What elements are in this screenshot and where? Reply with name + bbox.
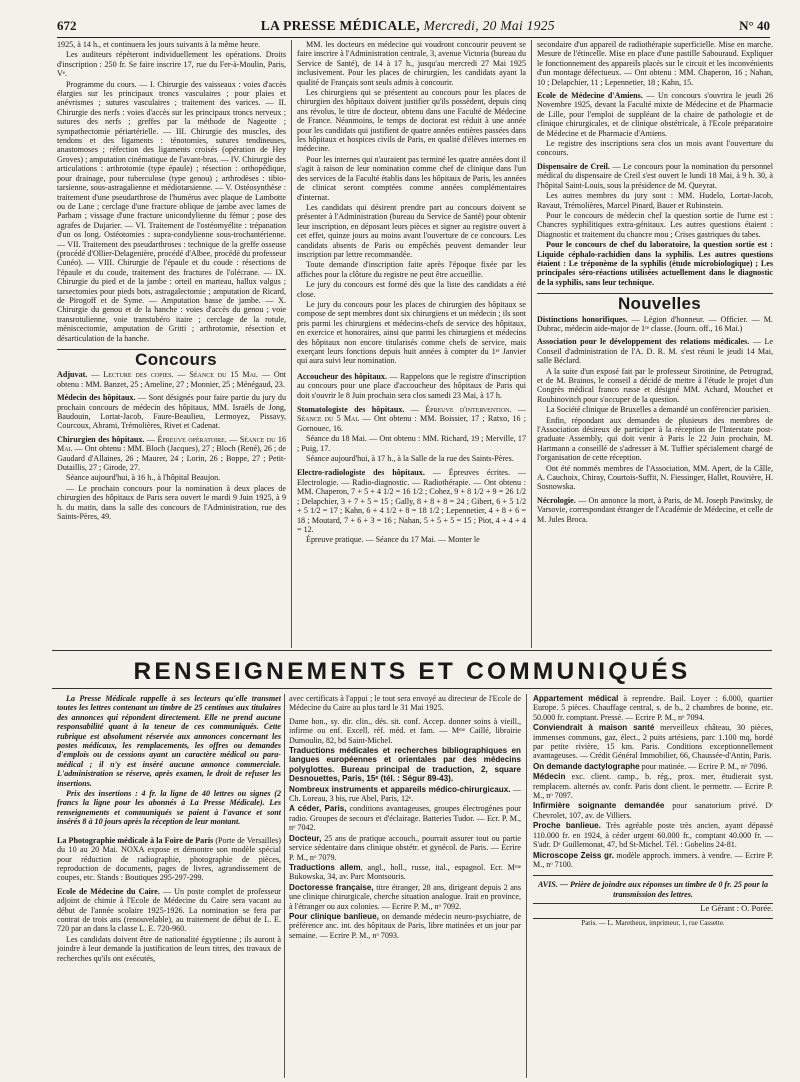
paragraph: — Le prochain concours pour la nomination à deux places de chirurgien des hôpitaux de Paris sera ouvert le mardi 9 Juin 1925, à 9 h. du matin, dans la salle des concours de l'Administration, rue des Saints-Pères, 49. <box>57 483 286 522</box>
item-heading: Ecole de Médecine d'Amiens. <box>537 91 643 101</box>
paragraph: Toute demande d'inscription faite après l'époque fixée par les affiches pour la clôture du registre ne peut être accueillie. <box>297 260 526 279</box>
ad-clinique <box>289 912 521 940</box>
item-body: — Légion d'honneur. — Officier. — M. Dubrac, médecin aide-major de 1ʳᵉ classe. (Journ. off., 16 Mai.) <box>537 314 773 333</box>
ad-heading: Ecole de Médecine du Caire. <box>57 886 160 896</box>
paragraph: Les auditeurs répéteront individuellement les opérations. Droits d'inscription : 250 fr. Se faire inscrire 17, rue du Fer-à-Moulin, Paris, Vᵉ. <box>57 50 286 79</box>
item-heading: Adjuvat. <box>57 370 88 380</box>
rc-column-2 <box>289 694 521 1078</box>
paragraph: Les autres membres du jury sont : MM. Hudelo, Lortat-Jacob, Ravaut, Trémolières, Marcel Pinard, Bauer et Rubinstein. <box>537 191 773 210</box>
ad-traductions <box>289 746 521 784</box>
column-rule <box>291 40 292 648</box>
item-adjuvat: Adjuvat. — Lecture des copies. — Séance du 15 Mai. — Ont obtenu : MM. Banzet, 25 ; Ameline, 27 ; Monnier, 25 ; Ménégaud, 23. <box>57 370 286 389</box>
ad-heading: Infirmière soignante demandée <box>533 801 665 811</box>
item-medecin <box>57 393 286 431</box>
ad-heading: Appartement médical <box>533 694 619 703</box>
ad-instruments <box>289 785 521 804</box>
column-3 <box>537 40 773 648</box>
notice-paragraph: La Presse Médicale rappelle à ses lecteurs qu'elle transmet toutes les lettres contenant un timbre de 25 centimes aux titulaires des annonces qui répondent directement. Elle ne prend aucune responsabilité quant à la teneur de ces communiqués. Cette rubrique est absolument réservée aux annonces concernant les postes médicaux, les remplacements, les offres ou demandes d'emplois ou de cessions ayant un caractère médical ou para-médical ; il n'y est inséré aucune annonce commerciale. L'administration se réserve, après examen, le droit de refuser les insertions. <box>57 694 281 788</box>
item-body: — Épreuves écrites. — Electrologie. — Radio-diagnostic. — Radiothérapie. — Ont obtenu : MM. Chaperon, 7 + 5 + 4 1/2 = 16 1/2 ; Cohez, 9 + 8 1/2 + 9 = 26 1/2 ; Delapchier, 3 + 7 + 5 = 15 ; Gally, 8 + 8 + 8 = 24 ; Gibert, 6 + 5 1/2 + 5 1/2 = 17 ; Kahn, 6 + 4 1/2 + 8 = 18 1/2 ; Lepennetier, 4 + 8 + 6 = 18 ; Moutard, 7 + 6 + 3 = 16 ; Nahan, 5 + 5 + 5 = 15 ; Piot, 4 + 4 + 4 = 12. <box>297 468 526 534</box>
ad-infirmiere <box>533 801 773 820</box>
item-body: — Le concours pour la nomination du personnel médical du dispensaire de Creil s'est ouvert le lundi 18 Mai, à 9 h. 30, à l'hôpital Saint-Louis, sous la présidence de M. Queyrat. <box>537 161 773 190</box>
column-2 <box>297 40 526 648</box>
item-heading: Stomatologiste des hôpitaux. <box>297 405 405 415</box>
ad-body: titre étranger, 28 ans, dirigeant depuis 2 ans une clinique chirurgicale, cherche situation analogue. Irait en province, à l'étranger ou aux colonies. — Ecrire P. M., nᵒ 7092. <box>289 882 521 911</box>
ad-heading: Doctoresse française, <box>289 882 374 892</box>
item-heading: Chirurgien des hôpitaux. <box>57 434 145 444</box>
column-rule <box>531 40 532 648</box>
ad-caire <box>57 887 281 934</box>
paragraph: Les candidats qui désirent prendre part au concours doivent se présenter à l'Administration (bureau du Service de Santé) pour obtenir leur inscription, en déposant leurs pièces et signer au registre ouvert à cet effet, quinze jours au moins avant l'ouverture de ce concours. Les candidats absents de Paris ou empêchés peuvent demander leur inscription par lettre recommandée. <box>297 202 526 259</box>
ad-banlieue <box>533 821 773 849</box>
paragraph: avec certificats à l'appui ; le tout sera envoyé au directeur de l'Ecole de Médecine du Caire au plus tard le 31 Mai 1925. <box>289 694 521 713</box>
ad-body: — Un poste complet de professeur adjoint de chimie à l'Ecole de Médecine du Caire sera vacant au début de l'année scolaire 1925-1926. La nomination se fera par contrat de trois ans (renouvelable), au traitement de début de L. E. 720 par an dans la classe L. E. 720-960. <box>57 886 281 934</box>
ad-heading: Pour clinique banlieue, <box>289 911 379 921</box>
paragraph: Le registre des inscriptions sera clos un mois avant l'ouverture du concours. <box>537 139 773 158</box>
ad-body: modèle approch. immers. à vendre. — Ecrire P. M., nᵒ 7100. <box>533 850 773 869</box>
item-accoucheur <box>297 372 526 400</box>
ad-medecin <box>533 772 773 800</box>
divider <box>533 875 773 876</box>
ad-doctoresse <box>289 883 521 911</box>
ad-heading: Conviendrait à maison santé <box>533 723 655 733</box>
ad-body: 25 ans de pratique accouch., pourrait assurer tout ou partie service sédentaire dans clinique obstétr. et gynécol. de Paris. — Ecrire P. M., nᵒ 7079. <box>289 833 521 862</box>
item-body: — Ont obtenu : MM. Bloch (Jacques), 27 ; Bloch (René), 26 ; de Gaudard d'Allaines, 26 ; Maurer, 24 ; Lorin, 26 ; Boppe, 27 ; Petit-Dutaillis, 27 ; Girode, 27. <box>57 444 286 473</box>
page-header <box>57 8 770 38</box>
paragraph: Le jury du concours pour les places de chirurgien des hôpitaux se compose de sept membres dont six chirurgiens et un médecin ; ils sont pris parmi les chirurgiens et médecins-chefs de service des hôpitaux, en exercice et honoraires, ainsi que parmi les chirurgiens et médecins des hôpitaux non encore titularisés comme chefs de service, mais exerçant leurs fonctions depuis huit années à compter du 1ᵉʳ Janvier qui aura suivi leur nomination. <box>297 299 526 366</box>
ad-heading: Microscope Zeiss gr. <box>533 850 614 860</box>
item-adrm <box>537 337 773 365</box>
avis-notice: AVIS. — Prière de joindre aux réponses un timbre de 0 fr. 25 pour la transmission des lettres. <box>537 880 769 899</box>
section-heading-nouvelles: Nouvelles <box>617 294 701 314</box>
rc-column-1 <box>57 694 281 1078</box>
paragraph: Ont été nommés membres de l'Association, MM. Apert, de la Câlle, A. Cauchoix, Chiray, Courtois-Suffit, N. Fiessinger, Hallet, Rouvière, H. Sosnowska. <box>537 463 773 492</box>
ad-body: exc. client. camp., b. rég., prox. mer, étudierait syst. remplacem. alternés av. confr. Paris dont client. le permettr. — Ecrire P. M., nᵒ 7097. <box>533 772 773 801</box>
item-heading: Association pour le développement des relations médicales. <box>537 337 750 347</box>
paragraph: MM. les docteurs en médecine qui voudront concourir peuvent se faire inscrire à l'Administration centrale, 3, avenue Victoria (bureau du Service de Santé), de 14 à 17 h., jusqu'au mercredi 27 Mai 1925 inclusivement. Pour les places de chirurgien, les candidats ayant la qualité de Français sont seuls admis à concourir. <box>297 40 526 87</box>
item-body: — Ont obtenu : MM. Boissier, 17 ; Ratxo, 16 ; Gornouec, 16. <box>297 414 526 433</box>
ad-heading: Médecin <box>533 772 566 782</box>
ad-microscope <box>533 851 773 870</box>
paragraph: Enfin, répondant aux demandes de plusieurs des membres de l'Association désireux de participer à la réception de l'Interstate post-graduate Assembly, qui doit venir à Paris le 22 Juin prochain, M. Hartmann a conseillé de s'adresser à M. Tuffier spécialement chargé de l'organisation de cette réception. <box>537 415 773 463</box>
item-sub: Lecture des copies. — Séance du 15 Mai. <box>103 370 258 380</box>
ad-heading: A céder, Paris, <box>289 804 347 814</box>
item-heading: Nécrologie. <box>537 495 576 505</box>
ad-body: à reprendre. Bail. Loyer : 6.000, quartier Europe. 5 pièces. Chauffage central, s. de b., 2 chambres de bonne, etc. 50.000 fr. comptant. Pressé. — Ecrire P. M., nᵒ 7094. <box>533 694 773 722</box>
printer-line: Paris. — L. Maretheux, imprimeur, 1, rue Cassette. <box>581 918 725 927</box>
item-heading: Médecin des hôpitaux. <box>57 393 136 403</box>
paragraph: Les candidats doivent être de nationalité égyptienne ; ils auront à joindre à leur demande la justification de leurs titres, des travaux de recherches qu'ils ont exécutés, <box>57 934 281 963</box>
item-body: — Un concours s'ouvrira le jeudi 26 Novembre 1925, devant la Faculté mixte de Médecine et de Pharmacie de Lille, pour l'emploi de suppléant de la chaire de pathologie et de clinique chirurgicales, et de clinique obstétricale, à l'Ecole préparatoire de Médecine et de Pharmacie d'Amiens. <box>537 91 773 138</box>
paragraph: Séance aujourd'hui, à 17 h., à la Salle de la rue des Saints-Pères. <box>306 454 514 464</box>
ad-appartement <box>533 694 773 722</box>
prix-paragraph: Prix des insertions : 4 fr. la ligne de 40 lettres ou signes (2 francs la ligne pour les abonnés à La Presse Médicale). Les renseignements et communiqués se paient à l'avance et sont insérés 8 à 10 jours après la réception de leur montant. <box>57 789 281 827</box>
item-creil <box>537 162 773 190</box>
ad-heading: Traductions médicales et recherches bibliographiques en langues européennes et orientales par des médecins polyglottes. Bureau principal de traduction, 2, square Desnouettes, Paris, 15ᵉ (tél. : Ségur 89-43). <box>289 746 521 784</box>
item-body: — Le Conseil d'administration de l'A. D. R. M. s'est réuni le jeudi 14 Mai, salle Béclard. <box>537 337 773 366</box>
column-rule <box>526 694 527 1078</box>
item-heading: Accoucheur des hôpitaux. <box>297 371 387 381</box>
column-rule <box>284 694 285 1078</box>
ad-heading: Docteur, <box>289 833 322 843</box>
item-body: — Rappelons que le registre d'inscription au concours pour une place d'accoucheur des hôpitaux de Paris qui doit s'ouvrir le 8 Juin prochain sera clos samedi 23 Mai, à 17 h. <box>297 371 526 400</box>
ad-body: pour matinée. — Ecrire P. M., nᵒ 7096. <box>641 761 768 771</box>
section-rule <box>52 688 772 689</box>
item-heading: Distinctions honorifiques. <box>537 314 628 324</box>
paragraph: Les chirurgiens qui se présentent au concours pour les places de chirurgien des hôpitaux doivent justifier qu'ils possèdent, depuis cinq ans révolus, le titre de docteur, obtenu dans une Faculté de Médecine de France. Néanmoins, le temps de doctorat est réduit à une année pour les candidats qui justifient de quatre années entières passées dans les hôpitaux et hospices civils de Paris, en qualité d'élèves internes en médecine. <box>297 88 526 154</box>
item-heading: Electro-radiologiste des hôpitaux. <box>297 468 425 478</box>
item-necrologie <box>537 496 773 524</box>
issue-number: N° 40 <box>739 18 770 33</box>
item-body: — Ont obtenu : MM. Banzet, 25 ; Ameline, 27 ; Monnier, 25 ; Ménégaud, 23. <box>57 370 286 389</box>
section-heading-concours: Concours <box>135 350 217 369</box>
journal-title <box>261 18 555 34</box>
item-sub: — Épreuve d'intervention. — Séance du 5 Mai. <box>297 405 526 424</box>
rc-column-3 <box>533 694 773 1078</box>
section-rule <box>52 650 772 651</box>
item-heading: Dispensaire de Creil. <box>537 161 610 171</box>
page-number: 672 <box>57 18 77 33</box>
ad-body: , angl., holl., russe, ital., espagnol. Ecr. Mᵐᵉ Bukowska, 34, av. Parc Montsouris. <box>289 862 521 882</box>
item-sub: Épreuve opératoire. — Séance du 16 Mai. <box>57 434 286 454</box>
paragraph: 1925, à 14 h., et continuera les jours suivants à la même heure. <box>57 40 261 49</box>
ad-photographie <box>57 836 281 883</box>
ad-body: pour sanatorium privé. Dʳ Chevrolet, 107, av. de Villiers. <box>533 801 773 820</box>
ad-maison-sante <box>533 723 773 761</box>
ad-traductions-allem <box>289 863 521 882</box>
ad-body: Très agréable poste très ancien, ayant dépassé 110.000 fr. en 1924, à céder urgent 60.000 fr., comptant 40.000 fr. — S'adr. Dʳ Guillemonat, 47, bd St-Michel. Tél. : Gobelins 24-81. <box>533 821 773 850</box>
paragraph: Épreuve pratique. — Séance du 17 Mai. — Monter le <box>306 535 480 545</box>
item-stomatologiste <box>297 405 526 433</box>
ad-heading: Nombreux instruments et appareils médico-chirurgicaux. <box>289 784 511 794</box>
paragraph: La Société clinique de Bruxelles a demandé un conférencier parisien. <box>546 405 771 415</box>
paragraph: Pour le concours de médecin chef la question sortie de l'urne est : Chancres syphilitiques extra-génitaux. Les autres questions étaient : Diagnostic et traitement du chancre mou ; Crises gastriques du tabes. <box>537 210 773 239</box>
ad-heading: Traductions allem <box>289 862 361 872</box>
ad-dactylographe <box>533 762 773 771</box>
item-amiens <box>537 91 773 138</box>
paragraph: Pour le concours de chef du laboratoire, la question sortie est : Liquide céphalo-rachidien dans la syphilis. Les autres questions étaient : Le tréponème de la syphilis (étude microbiologique) ; Les principales séro-réactions utilisées actuellement dans le diagnostic de la syphilis, sans leur technique. <box>537 240 773 287</box>
ad-body: merveilleux château, 30 pièces, immenses communs, gaz, élect., 2 puits artésiens, parc 1.100 mq, bordé par petite rivière, 15 km. Paris. Conditions exceptionnellement avantageuses. — Crédit Général Immobilier, 66, Chaussée-d'Antin, Paris. <box>533 723 773 761</box>
gerant-line: Le Gérant : O. Porée. <box>700 903 773 914</box>
item-body: — On annonce la mort, à Paris, de M. Joseph Pawinsky, de Varsovie, correspondant étranger de l'Académie de Médecine, et celle de M. Jules Broca. <box>537 495 773 524</box>
journal-name: LA PRESSE MÉDICALE, <box>260 18 420 33</box>
paragraph: secondaire d'un appareil de radiothérapie superficielle. Mise en marche. Mesure de l'étincelle. Mise en place d'une pastille Sabouraud. Expliquer le fonctionnement des appareils placés sur le circuit et les inconvénients d'un montage défectueux. — Ont obtenu : MM. Chaperon, 16 ; Nahan, 10 ; Delapchier, 11 ; Lepennetier, 18 ; Kahn, 15. <box>537 40 773 87</box>
item-chirurgien: Chirurgien des hôpitaux. — Épreuve opératoire. — Séance du 16 Mai. — Ont obtenu : MM. Bloch (Jacques), 27 ; Bloch (René), 26 ; de Gaudard d'Allaines, 26 ; Maurer, 24 ; Lorin, 26 ; Boppe, 27 ; Petit-Dutaillis, 27 ; Girode, 27. <box>57 434 286 473</box>
paragraph: Séance aujourd'hui, à 16 h., à l'hôpital Beaujon. <box>66 473 221 483</box>
ad-heading: Proche banlieue. <box>533 821 601 831</box>
ad-docteur <box>289 834 521 862</box>
ad-body: on demande médecin neuro-psychiatre, de préférence anc. int. des hôpitaux de Paris, libre matinées et un jour par semaine. — Ecrire P. M., nᵒ 7093. <box>289 911 521 940</box>
ad-dame: Dame hon., sy. dir. clin., dés. sit. conf. Accep. donner soins à vieill., infirme ou enf. Excell. réf. méd. et fam. — Mᵐᵉ Caillé, librairie Dumoulin, 82, bd Saint-Michel. <box>289 716 521 745</box>
paragraph: Pour les internes qui n'auraient pas terminé les quatre années dont il s'agit à raison de leur nomination comme chef de clinique dans l'un des services de la Faculté établis dans les hôpitaux de Paris, les années de clinicat seront comptées comme années complémentaires d'internat. <box>297 154 526 202</box>
paragraph: A la suite d'un exposé fait par le professeur Sirotinine, de Petrograd, et de M. Brainos, le conseil a décidé de mettre à l'étude le projet d'un Congrès médical franco russe et désigné MM. Achard, Mouchet et Roubinovitch pour s'occuper de la question. <box>537 366 773 404</box>
column-1 <box>57 40 286 648</box>
ad-heading: La Photographie médicale à la Foire de Paris <box>57 835 214 845</box>
paragraph: Programme du cours. — I. Chirurgie des vaisseaux : voies d'accès élargies sur les principaux troncs vasculaires ; pour plaies et anévrismes ; sutures vasculaires ; traitement des varices. — II. Chirurgie des nerfs : voies d'accès sur les principaux troncs nerveux ; sutures des nerfs ; greffes par la méthode de Nageotte ; sympathectomie périartérielle. — III. Chirurgie des muscles, des tendons et des ligaments : ténotomies, sutures tendineuses, anastomoses ; réfection des ligaments croisés (opération de Hey Groves) ; amputation cinématique de l'avant-bras. — IV. Chirurgie des articulations : arthrotomie (type épaule) ; résection : orthopédique, pour drainage, pour tuberculose (type genou) ; arthrodèses : tibio-tarsienne, sous-astragalienne et médiotarsienne. — V. Ostéosynthèse : traitement d'une pseudarthrose de l'humérus avec plaque de Lambotte ou de Lane ; cerclage d'une fracture oblique de jambe avec lames de Parham ; vissage d'une fracture unicondylienne du fémur ; pose des agrafes de Dujarier. — VI. Traitement de l'ostéomyélite : trépanation d'un os long. Ostéotomies : supra-condylienne sous-trochantérienne. — VII. Traitement des pseudarthroses : technique de la greffe osseuse (procédé d'Ollier-Delagenière, procédé d'Albee, procédé du professeur Cunéo). — VIII. Chirurgie de l'épaule et du coude : résections de l'épaule et du coude, traitement des fractures de l'olécrane. — IX. Chirurgie du pied et de la jambe : orteil en marteau, hallux valgus ; tarsectomies pour pieds bots, astragalectomie ; amputation de Ricard, de Pirogoff et de Syme. — Amputation basse de jambe. — X. Chirurgie du genou et de la hanche : voies d'accès du genou ; voie transrotulienne, voie transtubéro itaire ; cerclage de la rotule, méniscectomie, amputation de Gritti ; arthrotomie, résection et désarticulation de la hanche. <box>57 79 286 343</box>
ad-body: (Porte de Versailles) du 10 au 20 Mai. NOXA expose et démontre son modèle spécial pour réduction de radiographie, photographie de pièces, reproduction de documents, pages de livres, agrandissement de coupes, etc. Stands : Boutiques 295-297-299. <box>57 835 281 883</box>
ad-body: — Ch. Loreau, 3 bis, rue Abel, Paris, 12ᵉ. <box>289 784 521 804</box>
spacer <box>57 828 281 836</box>
item-distinctions <box>537 315 773 334</box>
paragraph: Séance du 18 Mai. — Ont obtenu : MM. Richard, 19 ; Merville, 17 ; Puig, 17. <box>297 434 526 453</box>
item-body: — Sont désignés pour faire partie du jury du prochain concours de médecin des hôpitaux, MM. Israëls de Jong, Baudouin, Lortat-Jacob, Faure-Beaulieu, Lermoyez, Pissavy, Courcoux, Abrami, Trémolières, Rivet et Cadenat. <box>57 393 286 431</box>
paragraph: Le jury du concours est formé dès que la liste des candidats a été close. <box>297 280 526 299</box>
ad-body: conditions avantageuses, groupes électrogènes pour radio. Groupes de secours et d'éclairage. Batteries Tudor. — Ecr. P. M., nᵒ 7042. <box>289 804 521 833</box>
ad-heading: On demande dactylographe <box>533 761 640 771</box>
ad-ceder <box>289 804 521 832</box>
section-heading-renseignements: RENSEIGNEMENTS ET COMMUNIQUÉS <box>133 658 691 685</box>
issue-date: Mercredi, 20 Mai 1925 <box>423 18 555 33</box>
item-electro-radiologiste <box>297 468 526 534</box>
